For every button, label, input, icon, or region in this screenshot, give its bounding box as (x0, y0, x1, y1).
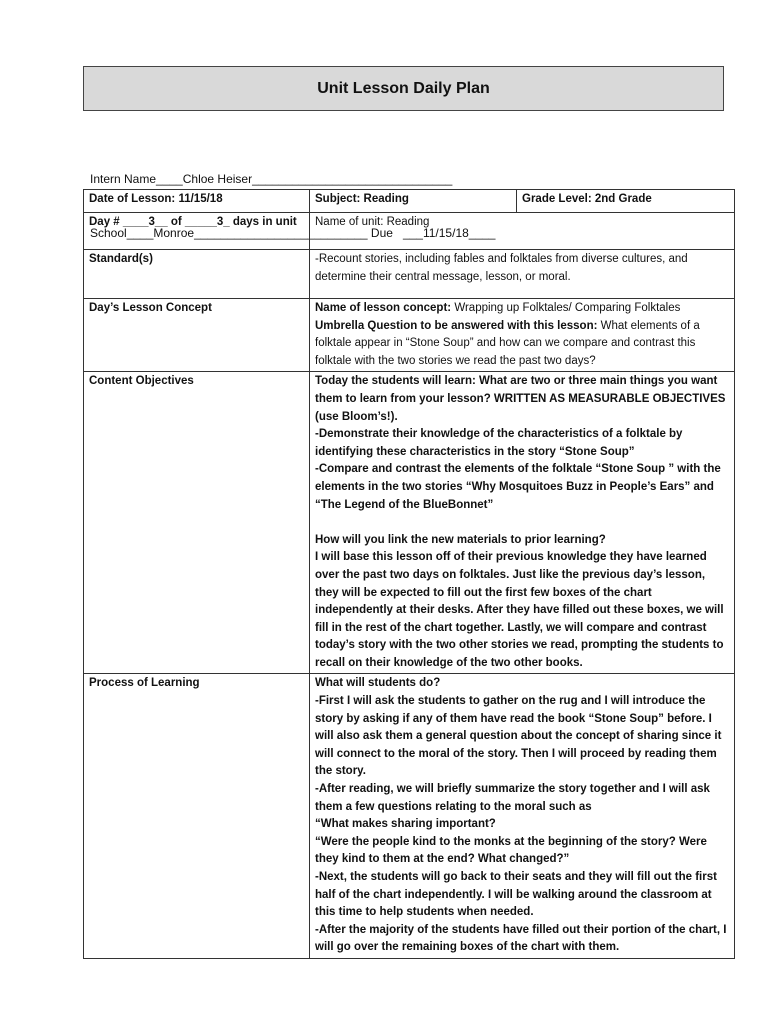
grade-level-cell: Grade Level: 2nd Grade (517, 190, 735, 213)
objectives-cell (310, 372, 735, 674)
date-of-lesson-cell: Date of Lesson: 11/15/18 (84, 190, 310, 213)
title-banner (83, 66, 724, 111)
process-label: Process of Learning (84, 674, 310, 959)
lesson-plan-table (83, 189, 735, 959)
umbrella-question-label: Umbrella Question to be answered with this lesson: (315, 319, 598, 332)
objectives-label: Content Objectives (84, 372, 310, 674)
process-question: “What makes sharing important? (315, 818, 496, 831)
table-row-date (84, 190, 735, 213)
unit-name-cell: Name of unit: Reading (310, 213, 735, 250)
concept-name-value: Wrapping up Folktales/ Comparing Folktales (451, 302, 681, 314)
table-row-concept (84, 299, 735, 372)
concept-label: Day’s Lesson Concept (84, 299, 310, 372)
table-row-day (84, 213, 735, 250)
concept-cell (310, 299, 735, 372)
process-cell (310, 674, 735, 959)
process-prompt: What will students do? (315, 677, 441, 690)
standards-label: Standard(s) (84, 250, 310, 299)
intern-name-line: Intern Name____Chloe Heiser______________________________ (90, 172, 453, 186)
table-row-process (84, 674, 735, 959)
table-row-objectives (84, 372, 735, 674)
blank-line (315, 514, 729, 532)
process-step: -After reading, we will briefly summarize the story together and I will ask them a few questions relating to the moral such as (315, 783, 710, 813)
process-step: -Next, the students will go back to their seats and they will fill out the first half of the chart independently. I will be walking around the classroom at this time to help students when needed. (315, 871, 717, 919)
process-question: “Were the people kind to the monks at the beginning of the story? Were they kind to them at the end? What changed?” (315, 835, 707, 866)
prior-learning-text: I will base this lesson off of their previous knowledge they have learned over the past two days on folktales. Just like the previous day’s lesson, they will be expected to fill out the first few boxes of the chart independently at their desks. After they have filled out these boxes, we will fill in the rest of the chart together. Lastly, we will compare and contrast today’s story with the two other stories we read, prompting the students to recall on their knowledge of the two other books. (315, 551, 724, 669)
objective-item: -Compare and contrast the elements of the folktale “Stone Soup ” with the elements in the two stories “Why Mosquitoes Buzz in People’s Ears” and “The Legend of the BlueBonnet” (315, 463, 721, 511)
objective-item: -Demonstrate their knowledge of the characteristics of a folktale by identifying these characteristics in the story “Stone Soup” (315, 428, 683, 458)
page-title: Unit Lesson Daily Plan (317, 79, 490, 97)
concept-name-label: Name of lesson concept: (315, 302, 452, 314)
table-row-standards (84, 250, 735, 299)
process-step: -First I will ask the students to gather on the rug and I will introduce the story by asking if any of them have read the book “Stone Soup” before. I will also ask them a general question about the concept of sharing since it will connect to the moral of the story. Then I will proceed by reading them the story. (315, 695, 722, 778)
objectives-prompt: Today the students will learn: What are two or three main things you want them to learn from your lesson? WRITTEN AS MEASURABLE OBJECTIVES (use Bloom’s!). (315, 375, 726, 423)
process-step: -After the majority of the students have filled out their portion of the chart, I will go over the remaining boxes of the chart with them. (315, 923, 727, 954)
day-number-cell: Day # ____3__ of _____3_ days in unit (84, 213, 310, 250)
school-due-line: School____Monroe__________________________ Due ___11/15/18____ (90, 226, 496, 240)
prior-learning-prompt: How will you link the new materials to prior learning? (315, 533, 606, 546)
subject-cell: Subject: Reading (310, 190, 517, 213)
standards-text: -Recount stories, including fables and folktales from diverse cultures, and determine their central message, lesson, or moral. (310, 250, 735, 299)
umbrella-question-value: What elements of a folktale appear in “Stone Soup” and how can we compare and contrast this folktale with the two stories we read the past two days? (315, 319, 700, 367)
